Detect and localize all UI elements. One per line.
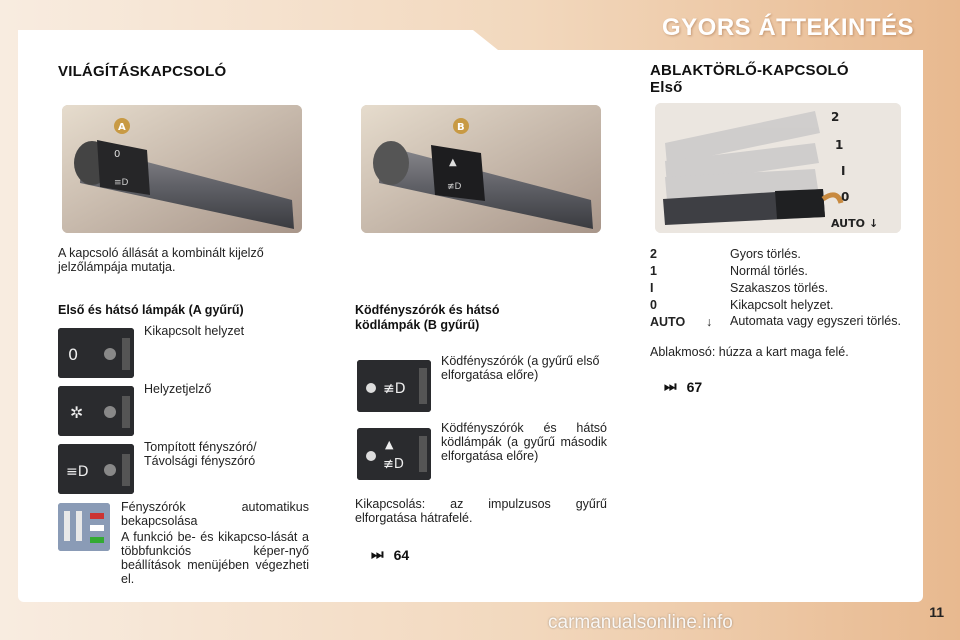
svg-text:≡D: ≡D: [66, 464, 89, 480]
wiper-label-2: Gyors törlés.: [730, 247, 801, 261]
svg-text:0: 0: [114, 149, 121, 160]
light-switch-photo-a: [62, 105, 302, 233]
headlight-icon: [58, 444, 134, 494]
wiper-label-1: Normál törlés.: [730, 264, 808, 278]
svg-text:▲: ▲: [385, 438, 394, 451]
wiper-section-title: ABLAKTÖRLŐ-KAPCSOLÓ: [650, 62, 849, 79]
wiper-subtitle: Első: [650, 79, 683, 96]
wiper-key-1: 1: [650, 264, 657, 278]
off-position-icon: [58, 328, 134, 378]
badge-b-label: B: [457, 122, 465, 133]
wiper-label-auto: Automata vagy egyszeri törlés.: [730, 314, 901, 328]
watermark: carmanualsonline.info: [548, 612, 733, 633]
ring-b-item-front-fog: Ködfényszórók (a gyűrű első elforgatása előre): [441, 354, 600, 382]
wiper-label-0: Kikapcsolt helyzet.: [730, 298, 834, 312]
lighting-section-title: VILÁGÍTÁSKAPCSOLÓ: [58, 63, 227, 80]
wiper-key-auto: AUTO: [650, 315, 686, 329]
display-note: A kapcsoló állását a kombinált kijelző jelzőlámpája mutatja.: [58, 246, 264, 274]
page-ref-67[interactable]: [664, 378, 702, 395]
page-ref-64[interactable]: [371, 546, 409, 563]
front-fog-light-icon: [357, 360, 431, 412]
parking-light-icon: [58, 386, 134, 436]
svg-text:≢D: ≢D: [383, 381, 406, 397]
ring-b-item-rear-fog: Ködfényszórók és hátsó ködlámpák (a gyűrű második elforgatása előre): [441, 421, 607, 463]
down-arrow-icon: ↓: [869, 217, 879, 230]
light-switch-photo-b: [361, 105, 601, 233]
ring-a-item-headlight: Tompított fényszóró/ Távolsági fényszóró: [144, 440, 257, 468]
page-title: GYORS ÁTTEKINTÉS: [661, 14, 914, 41]
wiper-photo-label-i: I: [841, 164, 846, 178]
ring-b-title: Ködfényszórók és hátsó ködlámpák (B gyűrű): [355, 303, 500, 332]
wiper-key-0: 0: [650, 298, 657, 312]
auto-headlight-icon: [58, 503, 110, 551]
svg-text:≡D: ≡D: [114, 178, 129, 188]
ring-a-item-parking: Helyzetjelző: [144, 382, 212, 396]
svg-text:▲: ▲: [449, 157, 457, 168]
wiper-label-i: Szakaszos törlés.: [730, 281, 828, 295]
svg-text:✲: ✲: [70, 403, 84, 422]
wiper-photo-label-1: 1: [835, 138, 844, 152]
svg-text:0: 0: [68, 345, 79, 364]
wiper-photo-label-0: 0: [841, 190, 850, 204]
page-number: 11: [929, 604, 944, 620]
page-ref-67-label: 67: [686, 378, 703, 395]
fast-forward-icon: ⏭: [371, 546, 384, 562]
page-ref-64-label: 64: [393, 546, 410, 563]
wiper-photo-label-2: 2: [831, 110, 840, 124]
svg-text:≢D: ≢D: [447, 182, 462, 192]
svg-text:≢D: ≢D: [383, 457, 404, 472]
ring-a-title: Első és hátsó lámpák (A gyűrű): [58, 303, 244, 317]
ring-a-auto-label: Fényszórók automatikus bekapcsolása: [121, 500, 309, 528]
ring-a-item-off: Kikapcsolt helyzet: [144, 324, 245, 338]
washer-note: Ablakmosó: húzza a kart maga felé.: [650, 345, 849, 359]
fast-forward-icon: ⏭: [664, 378, 677, 394]
wiper-key-i: I: [650, 281, 654, 295]
wiper-switch-photo: [655, 103, 901, 233]
ring-a-auto-note: A funkció be- és kikapcso-lását a többfunkciós képer-nyő beállítások menüjében végezheti el.: [121, 530, 309, 586]
rear-fog-light-icon: [357, 428, 431, 480]
down-arrow-icon: ↓: [706, 315, 713, 329]
badge-a-label: A: [118, 122, 126, 133]
ring-b-off-note: Kikapcsolás: az impulzusos gyűrű elforgatása hátrafelé.: [355, 497, 607, 525]
wiper-photo-label-auto: AUTO: [831, 217, 865, 230]
wiper-key-2: 2: [650, 247, 657, 261]
